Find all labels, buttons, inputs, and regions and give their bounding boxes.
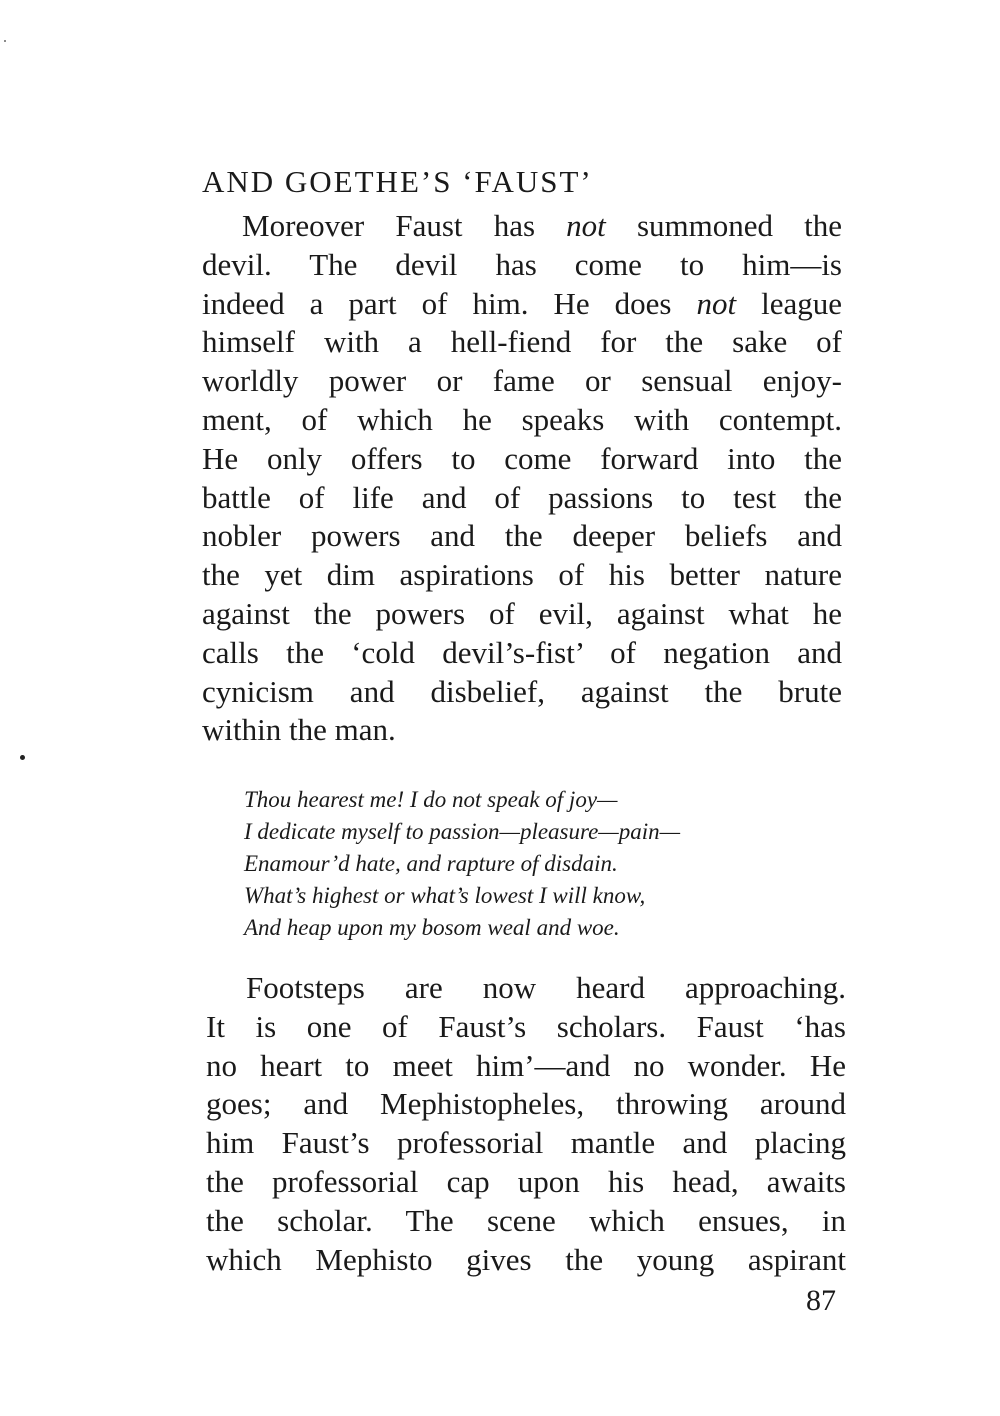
text-segment: He only offers to come forward into the [202, 440, 842, 476]
text-segment: nobler powers and the deeper beliefs and [202, 518, 842, 554]
text-line: Footsteps are now heard approaching. [246, 970, 846, 1005]
text-segment: devil. The devil has come to him—is [202, 246, 842, 282]
paragraph-1 [202, 207, 842, 750]
text-segment: within the man. [202, 712, 396, 748]
text-segment: the yet dim aspirations of his better nature [202, 557, 842, 593]
text-line: goes; and Mephistopheles, throwing around [206, 1086, 846, 1122]
verse-quotation [244, 784, 680, 944]
ink-speck [4, 40, 6, 42]
text-segment: calls the ‘cold devil’s-fist’ of negation and [202, 634, 842, 670]
text-segment: himself with a hell-fiend for the sake of [202, 324, 842, 360]
running-head: AND GOETHE’S ‘FAUST’ [202, 164, 593, 199]
text-segment: cynicism and disbelief, against the brute [202, 673, 842, 709]
text-line: the professorial cap upon his head, awaits [206, 1163, 846, 1199]
text-segment: indeed a part of him. He does [202, 285, 697, 321]
text-line [202, 556, 842, 595]
text-line [202, 634, 842, 673]
text-line [202, 479, 842, 518]
emphasis: not [566, 208, 606, 243]
text-line [202, 362, 842, 401]
text-line [202, 711, 842, 750]
emphasis: not [696, 285, 737, 321]
text-line [202, 285, 842, 324]
ink-speck [20, 755, 25, 760]
text-segment: ment, of which he speaks with contempt. [202, 401, 842, 437]
text-line [202, 207, 842, 246]
text-line [202, 517, 842, 556]
text-line: the scholar. The scene which ensues, in [206, 1202, 846, 1238]
paragraph-2 [206, 969, 846, 1279]
page-number: 87 [806, 1284, 836, 1317]
text-line [202, 246, 842, 285]
text-line: which Mephisto gives the young aspirant [206, 1241, 846, 1277]
text-line [202, 673, 842, 712]
verse-line: Thou hearest me! I do not speak of joy— [244, 787, 618, 812]
text-line [202, 440, 842, 479]
text-segment: league [736, 285, 842, 321]
text-segment: summoned the [605, 208, 843, 243]
text-segment: battle of life and of passions to test the [202, 479, 842, 515]
text-segment: Moreover Faust has [242, 208, 567, 243]
text-line: It is one of Faust’s scholars. Faust ‘has [206, 1008, 846, 1044]
text-segment: worldly power or fame or sensual enjoy- [202, 363, 842, 399]
text-line [202, 401, 842, 440]
verse-line: I dedicate myself to passion—pleasure—pain— [244, 819, 681, 844]
text-line [202, 323, 842, 362]
text-segment: against the powers of evil, against what he [202, 595, 842, 631]
text-line: no heart to meet him’—and no wonder. He [206, 1047, 846, 1083]
text-line [202, 595, 842, 634]
verse-line: And heap upon my bosom weal and woe. [244, 915, 620, 940]
verse-line: Enamour’d hate, and rapture of disdain. [244, 851, 618, 876]
verse-line: What’s highest or what’s lowest I will know, [244, 883, 646, 908]
text-line: him Faust’s professorial mantle and placing [206, 1125, 846, 1161]
